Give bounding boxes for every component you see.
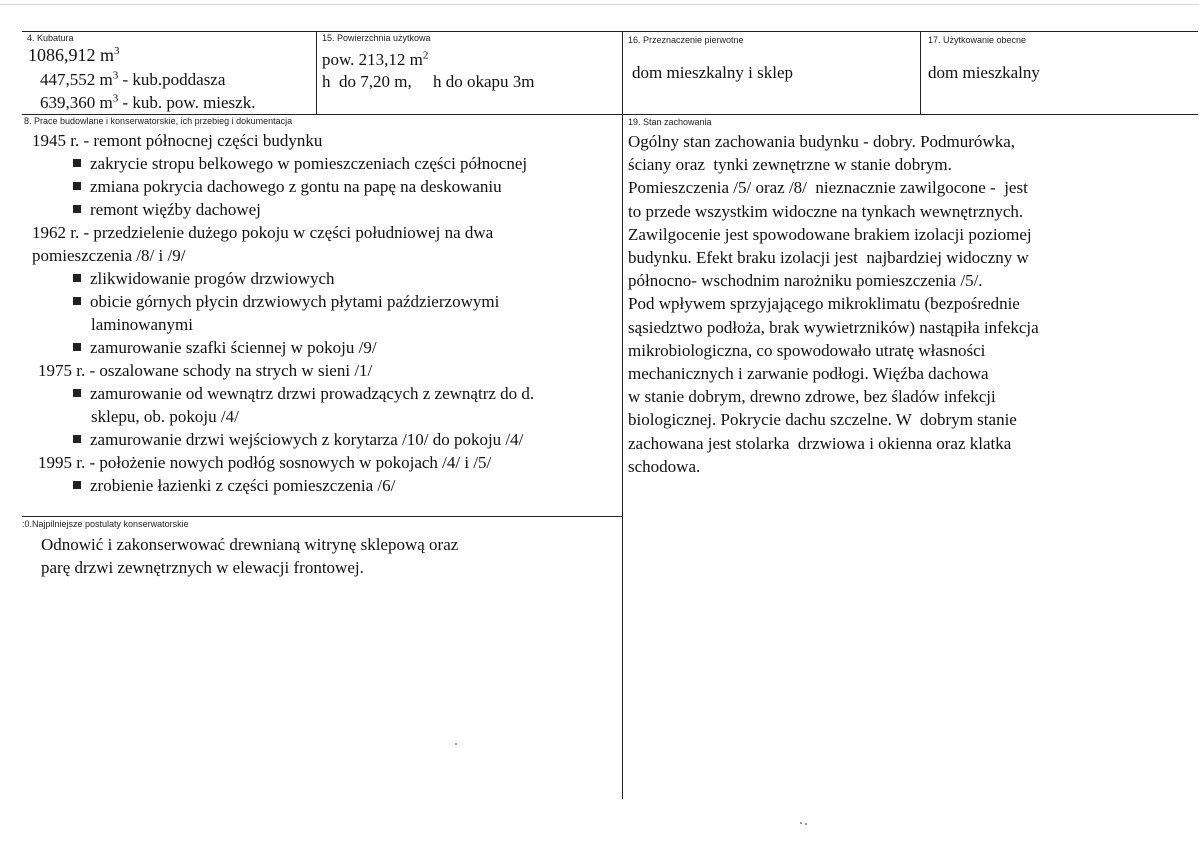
prace-line-text: zmiana pokrycia dachowego z gontu na papę na deskowaniu <box>90 177 502 196</box>
stan-line: w stanie dobrym, drewno zdrowe, bez śladów infekcji <box>628 387 996 407</box>
prace-bullet-item <box>73 475 395 496</box>
square-bullet-icon <box>73 343 81 351</box>
uzytkowanie-label: 17. Użytkowanie obecne <box>928 35 1027 45</box>
prace-line-text: remont więźby dachowej <box>90 200 261 219</box>
square-bullet-icon <box>73 205 81 213</box>
kubatura-attic-exp: 3 <box>112 69 119 82</box>
prace-bullet-item <box>73 153 527 174</box>
top-border <box>22 31 1198 32</box>
prace-bullet-item <box>73 291 499 312</box>
square-bullet-icon <box>73 182 81 190</box>
powierzchnia-heights: h do 7,20 m, h do okapu 3m <box>322 72 535 91</box>
prace-line-text: 1995 r. - położenie nowych podłóg sosnowych w pokojach /4/ i /5/ <box>38 453 492 472</box>
kubatura-attic <box>40 69 225 90</box>
prace-line-text: obicie górnych płycin drzwiowych płytami paździerzowymi <box>90 292 500 311</box>
scan-speck <box>455 743 457 745</box>
postulaty-label: :0.Najpilniejsze postulaty konserwatorskie <box>22 519 189 529</box>
prace-line-text: zamurowanie szafki ściennej w pokoju /9/ <box>90 338 377 357</box>
powierzchnia-value-text: pow. 213,12 m <box>322 50 423 69</box>
stan-line: ściany oraz tynki zewnętrzne w stanie dobrym. <box>628 155 952 175</box>
kubatura-attic-value: 447,552 m <box>40 70 113 89</box>
square-bullet-icon <box>73 435 81 443</box>
square-bullet-icon <box>73 159 81 167</box>
postulaty-line: parę drzwi zewnętrznych w elewacji frontowej. <box>41 558 364 577</box>
stan-line: północno- wschodnim narożniku pomieszczenia /5/. <box>628 271 983 291</box>
stan-line: Pomieszczenia /5/ oraz /8/ nieznacznie zawilgocone - jest <box>628 178 1028 198</box>
square-bullet-icon <box>73 389 81 397</box>
kubatura-total-value: 1086,912 m <box>28 45 115 65</box>
prace-line-text: sklepu, ob. pokoju /4/ <box>91 407 239 426</box>
powierzchnia-label: 15. Powierzchnia użytkowa <box>322 33 431 43</box>
square-bullet-icon <box>73 481 81 489</box>
przeznaczenie-value: dom mieszkalny i sklep <box>632 63 794 82</box>
prace-continuation <box>91 314 193 335</box>
square-bullet-icon <box>73 297 81 305</box>
stan-line: sąsiedztwo podłoża, brak wywietrzników) nastąpiła infekcja <box>628 317 1039 337</box>
square-bullet-icon <box>73 274 81 282</box>
prace-bullet-item <box>73 199 261 220</box>
prace-bullet-item <box>73 268 335 289</box>
row-divider-top <box>22 114 1198 115</box>
stan-line: schodowa. <box>628 456 701 476</box>
kubatura-label: 4. Kubatura <box>27 33 74 43</box>
prace-continuation <box>32 245 185 266</box>
prace-line-text: pomieszczenia /8/ i /9/ <box>32 246 186 265</box>
stan-label: 19. Stan zachowania <box>628 117 712 127</box>
powierzchnia-value <box>322 49 428 70</box>
powierzchnia-exp: 2 <box>422 49 429 62</box>
uzytkowanie-value: dom mieszkalny <box>928 63 1040 82</box>
prace-line-text: zamurowanie od wewnątrz drzwi prowadzących z zewnątrz do d. <box>90 384 535 403</box>
prace-year-entry <box>38 360 372 381</box>
divider-kubatura-powierzchnia <box>316 31 317 115</box>
stan-line: mikrobiologiczna, co spowodowało utratę własności <box>628 340 986 360</box>
stan-line: Ogólny stan zachowania budynku - dobry. Podmurówka, <box>628 132 1015 151</box>
prace-line-text: laminowanymi <box>91 315 193 334</box>
kubatura-total-exp: 3 <box>114 45 120 57</box>
divider-przeznaczenie-uzytkowanie <box>920 31 921 115</box>
kubatura-total <box>28 45 120 66</box>
kubatura-living <box>40 92 255 113</box>
kubatura-living-value: 639,360 m <box>40 93 113 112</box>
prace-year-entry <box>32 130 322 151</box>
stan-line: Zawilgocenie jest spowodowane brakiem izolacji poziomej <box>628 224 1032 244</box>
scan-speck <box>805 823 807 825</box>
divider-main-vertical <box>622 31 623 799</box>
stan-line: zachowana jest stolarka drzwiowa i okienna oraz klatka <box>628 433 1012 453</box>
stan-line: budynku. Efekt braku izolacji jest najbardziej widoczny w <box>628 248 1029 267</box>
scan-edge-line <box>0 4 1199 5</box>
prace-line-text: 1945 r. - remont północnej części budynku <box>32 131 323 150</box>
row-divider-postulaty <box>22 516 622 517</box>
prace-bullet-item <box>73 429 523 450</box>
stan-line: to przede wszystkim widoczne na tynkach wewnętrznych. <box>628 201 1024 221</box>
prace-year-entry <box>38 452 491 473</box>
scan-speck <box>800 822 802 824</box>
przeznaczenie-label: 16. Przeznaczenie pierwotne <box>628 35 744 45</box>
stan-line: Pod wpływem sprzyjającego mikroklimatu (bezpośrednie <box>628 294 1020 314</box>
postulaty-line: Odnowić i zakonserwować drewnianą witrynę sklepową oraz <box>41 535 459 554</box>
prace-line-text: 1962 r. - przedzielenie dużego pokoju w części południowej na dwa <box>32 223 494 242</box>
prace-line-text: zlikwidowanie progów drzwiowych <box>90 269 335 288</box>
kubatura-attic-suffix: - kub.poddasza <box>118 70 226 89</box>
prace-line-text: zamurowanie drzwi wejściowych z korytarza /10/ do pokoju /4/ <box>90 430 524 449</box>
prace-line-text: zrobienie łazienki z części pomieszczenia /6/ <box>90 476 396 495</box>
prace-bullet-item <box>73 176 502 197</box>
prace-bullet-item <box>73 383 534 404</box>
stan-line: mechanicznych i zarwanie podłogi. Więźba dachowa <box>628 364 989 383</box>
kubatura-living-suffix: - kub. pow. mieszk. <box>118 93 256 112</box>
prace-continuation <box>91 406 239 427</box>
prace-bullet-item <box>73 337 377 358</box>
prace-year-entry <box>32 222 493 243</box>
prace-label: 8. Prace budowlane i konserwatorskie, ich przebieg i dokumentacja <box>24 116 293 126</box>
prace-line-text: zakrycie stropu belkowego w pomieszczeniach części północnej <box>90 154 528 173</box>
stan-line: biologicznej. Pokrycie dachu szczelne. W dobrym stanie <box>628 410 1017 430</box>
kubatura-living-exp: 3 <box>112 92 119 105</box>
prace-line-text: 1975 r. - oszalowane schody na strych w sieni /1/ <box>38 361 373 380</box>
